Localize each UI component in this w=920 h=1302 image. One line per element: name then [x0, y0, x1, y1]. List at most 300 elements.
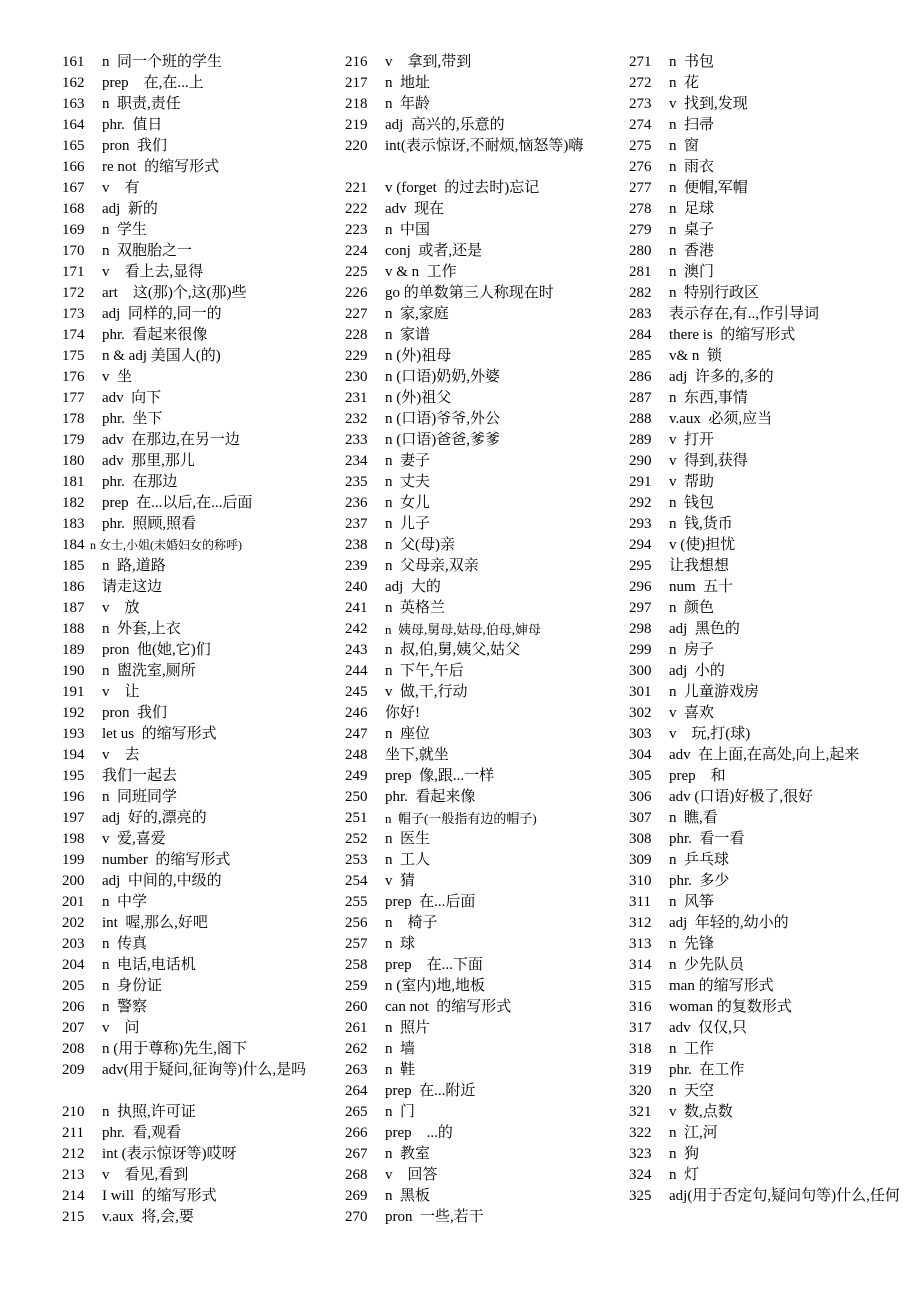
entry-number: 249	[345, 768, 368, 784]
vocab-entry	[62, 346, 334, 367]
entry-definition: n 中国	[385, 222, 431, 238]
vocab-entry	[629, 94, 909, 115]
entry-number: 271	[629, 54, 652, 70]
entry-number: 243	[345, 642, 368, 658]
vocab-entry	[629, 178, 909, 199]
vocab-entry	[629, 367, 909, 388]
vocab-entry	[62, 724, 334, 745]
entry-number: 290	[629, 453, 652, 469]
entry-number: 258	[345, 957, 368, 973]
entry-definition: prep 在,在...上	[102, 75, 204, 91]
entry-number: 215	[62, 1209, 85, 1225]
entry-definition: prep ...的	[385, 1125, 453, 1141]
entry-number: 162	[62, 75, 85, 91]
entry-number: 237	[345, 516, 368, 532]
entry-number: 221	[345, 180, 368, 196]
entry-number: 231	[345, 390, 368, 406]
entry-number: 218	[345, 96, 368, 112]
entry-number: 303	[629, 726, 652, 742]
entry-definition: art 这(那)个,这(那)些	[102, 285, 247, 301]
vocab-entry	[62, 934, 334, 955]
entry-definition: int (表示惊讶等)哎呀	[102, 1146, 237, 1162]
entry-number: 297	[629, 600, 652, 616]
entry-definition: n 家,家庭	[385, 306, 449, 322]
entry-definition: n 父母亲,双亲	[385, 558, 479, 574]
vocab-entry	[62, 472, 334, 493]
vocab-entry	[345, 808, 615, 829]
vocab-entry	[62, 493, 334, 514]
vocab-entry	[345, 556, 615, 577]
entry-definition: woman 的复数形式	[669, 999, 792, 1015]
entry-definition: 表示存在,有..,作引导词	[669, 306, 820, 322]
entry-definition: v 问	[102, 1020, 140, 1036]
entry-definition: n 钱,货币	[669, 516, 733, 532]
entry-number: 170	[62, 243, 85, 259]
vocab-entry	[62, 451, 334, 472]
entry-definition: go 的单数第三人称现在时	[385, 285, 554, 301]
entry-number: 228	[345, 327, 368, 343]
vocab-entry	[62, 1123, 334, 1144]
entry-definition: let us 的缩写形式	[102, 726, 217, 742]
entry-number: 262	[345, 1041, 368, 1057]
entry-definition: v 爱,喜爱	[102, 831, 166, 847]
entry-definition: n 工人	[385, 852, 431, 868]
entry-definition: phr. 看起来像	[385, 789, 476, 805]
entry-definition: adj(用于否定句,疑问句等)什么,任何	[669, 1188, 900, 1204]
vocab-entry	[629, 430, 909, 451]
entry-definition: n 乒乓球	[669, 852, 730, 868]
entry-definition: n 帽子(一般指有边的帽子)	[385, 811, 537, 826]
vocab-entry	[629, 934, 909, 955]
entry-definition: n 执照,许可证	[102, 1104, 196, 1120]
entry-number: 296	[629, 579, 652, 595]
vocab-entry	[629, 1102, 909, 1123]
vocab-entry	[62, 556, 334, 577]
vocab-entry	[629, 241, 909, 262]
entry-definition: n 墙	[385, 1041, 416, 1057]
vocab-entry	[62, 808, 334, 829]
entry-number: 240	[345, 579, 368, 595]
vocab-entry	[62, 619, 334, 640]
entry-definition: adj 同样的,同一的	[102, 306, 222, 322]
entry-number: 175	[62, 348, 85, 364]
vocab-entry	[629, 598, 909, 619]
vocab-entry	[629, 997, 909, 1018]
vocab-entry	[629, 157, 909, 178]
vocab-entry	[629, 283, 909, 304]
entry-definition: I will 的缩写形式	[102, 1188, 217, 1204]
entry-number: 288	[629, 411, 652, 427]
vocab-entry	[629, 745, 909, 766]
vocab-entry	[629, 325, 909, 346]
vocab-entry	[345, 619, 615, 640]
entry-definition: 你好!	[385, 705, 420, 721]
entry-definition: adv (口语)好极了,很好	[669, 789, 814, 805]
entry-number: 181	[62, 474, 85, 490]
entry-definition: v 拿到,带到	[385, 54, 472, 70]
entry-definition: adv 现在	[385, 201, 445, 217]
entry-definition: adj 新的	[102, 201, 158, 217]
entry-number: 203	[62, 936, 85, 952]
vocab-entry	[345, 1060, 615, 1081]
vocab-entry	[629, 304, 909, 325]
entry-definition: prep 在...后面	[385, 894, 476, 910]
entry-number: 233	[345, 432, 368, 448]
entry-number: 165	[62, 138, 85, 154]
entry-number: 278	[629, 201, 652, 217]
entry-number: 166	[62, 159, 85, 175]
entry-definition: n 路,道路	[102, 558, 166, 574]
entry-number: 270	[345, 1209, 368, 1225]
entry-number: 308	[629, 831, 652, 847]
entry-number: 266	[345, 1125, 368, 1141]
entry-number: 191	[62, 684, 85, 700]
entry-number: 200	[62, 873, 85, 889]
entry-number: 198	[62, 831, 85, 847]
entry-number: 206	[62, 999, 85, 1015]
entry-definition: n 照片	[385, 1020, 431, 1036]
entry-number: 238	[345, 537, 368, 553]
entry-definition: v 喜欢	[669, 705, 715, 721]
entry-number: 295	[629, 558, 652, 574]
entry-definition: n (口语)爷爷,外公	[385, 411, 500, 427]
entry-definition: n 同一个班的学生	[102, 54, 223, 70]
vocab-entry	[629, 619, 909, 640]
vocab-entry	[629, 703, 909, 724]
vocab-entry	[62, 220, 334, 241]
entry-definition: n 传真	[102, 936, 148, 952]
entry-definition: adj 大的	[385, 579, 441, 595]
entry-number: 316	[629, 999, 652, 1015]
entry-number: 321	[629, 1104, 652, 1120]
entry-number: 299	[629, 642, 652, 658]
entry-definition: v 打开	[669, 432, 715, 448]
vocab-entry	[62, 388, 334, 409]
entry-number: 217	[345, 75, 368, 91]
entry-definition: re not 的缩写形式	[102, 159, 220, 175]
entry-definition: can not 的缩写形式	[385, 999, 512, 1015]
vocab-entry	[345, 577, 615, 598]
vocabulary-column-3	[629, 52, 909, 1228]
vocab-entry	[62, 430, 334, 451]
entry-definition: prep 和	[669, 768, 726, 784]
entry-definition: n 下午,午后	[385, 663, 464, 679]
vocab-entry	[345, 1039, 615, 1060]
vocab-entry	[62, 850, 334, 871]
entry-definition: n 房子	[669, 642, 715, 658]
entry-number: 164	[62, 117, 85, 133]
entry-number: 275	[629, 138, 652, 154]
vocab-entry	[345, 1018, 615, 1039]
vocab-entry	[62, 787, 334, 808]
entry-definition: v 做,干,行动	[385, 684, 468, 700]
vocab-entry	[345, 1123, 615, 1144]
vocab-entry	[62, 1165, 334, 1186]
entry-number: 265	[345, 1104, 368, 1120]
entry-definition: n 地址	[385, 75, 431, 91]
entry-number: 322	[629, 1125, 652, 1141]
vocab-entry	[345, 409, 615, 430]
entry-number: 195	[62, 768, 85, 784]
entry-number: 194	[62, 747, 85, 763]
entry-definition: n 双胞胎之一	[102, 243, 193, 259]
vocab-entry	[62, 1060, 334, 1102]
entry-definition: n 身份证	[102, 978, 163, 994]
vocab-entry	[345, 745, 615, 766]
entry-number: 212	[62, 1146, 85, 1162]
vocab-entry	[345, 388, 615, 409]
entry-number: 174	[62, 327, 85, 343]
entry-number: 246	[345, 705, 368, 721]
entry-definition: n 先锋	[669, 936, 715, 952]
entry-number: 324	[629, 1167, 652, 1183]
entry-number: 292	[629, 495, 652, 511]
vocab-entry	[345, 724, 615, 745]
vocab-entry	[629, 661, 909, 682]
vocab-entry	[345, 1081, 615, 1102]
vocab-entry	[629, 220, 909, 241]
entry-number: 167	[62, 180, 85, 196]
vocab-entry	[345, 262, 615, 283]
vocab-entry	[629, 682, 909, 703]
entry-number: 281	[629, 264, 652, 280]
entry-definition: man 的缩写形式	[669, 978, 774, 994]
vocab-entry	[62, 976, 334, 997]
entry-number: 185	[62, 558, 85, 574]
entry-number: 202	[62, 915, 85, 931]
entry-definition: n 年龄	[385, 96, 431, 112]
entry-number: 241	[345, 600, 368, 616]
entry-definition: adj 高兴的,乐意的	[385, 117, 505, 133]
vocab-entry	[62, 1102, 334, 1123]
vocab-entry	[345, 934, 615, 955]
vocab-entry	[629, 724, 909, 745]
entry-number: 279	[629, 222, 652, 238]
vocab-entry	[345, 997, 615, 1018]
entry-definition: v 找到,发现	[669, 96, 748, 112]
entry-definition: n 花	[669, 75, 700, 91]
vocab-entry	[345, 451, 615, 472]
vocab-entry	[62, 367, 334, 388]
entry-number: 188	[62, 621, 85, 637]
entry-definition: v.aux 将,会,要	[102, 1209, 194, 1225]
entry-definition: adj 年轻的,幼小的	[669, 915, 789, 931]
entry-definition: phr. 照顾,照看	[102, 516, 197, 532]
entry-number: 319	[629, 1062, 652, 1078]
entry-number: 280	[629, 243, 652, 259]
vocab-entry	[629, 976, 909, 997]
entry-definition: n (外)祖母	[385, 348, 452, 364]
vocab-entry	[62, 178, 334, 199]
vocab-entry	[629, 493, 909, 514]
entry-definition: n 雨衣	[669, 159, 715, 175]
entry-number: 311	[629, 894, 651, 910]
vocab-entry	[345, 52, 615, 73]
entry-number: 230	[345, 369, 368, 385]
entry-definition: n 椅子	[385, 915, 438, 931]
entry-number: 252	[345, 831, 368, 847]
entry-definition: v & n 工作	[385, 264, 457, 280]
entry-number: 193	[62, 726, 85, 742]
vocab-entry	[345, 829, 615, 850]
entry-number: 284	[629, 327, 652, 343]
vocab-entry	[62, 955, 334, 976]
entry-definition: adj 小的	[669, 663, 725, 679]
entry-number: 309	[629, 852, 652, 868]
vocab-entry	[62, 1207, 334, 1228]
vocab-entry	[345, 976, 615, 997]
entry-number: 216	[345, 54, 368, 70]
entry-definition: phr. 多少	[669, 873, 730, 889]
entry-definition: phr. 坐下	[102, 411, 163, 427]
entry-number: 320	[629, 1083, 652, 1099]
entry-definition: adj 好的,漂亮的	[102, 810, 207, 826]
vocab-entry	[62, 682, 334, 703]
vocab-entry	[62, 661, 334, 682]
entry-definition: number 的缩写形式	[102, 852, 231, 868]
entry-number: 178	[62, 411, 85, 427]
entry-definition: 我们一起去	[102, 768, 178, 784]
entry-number: 169	[62, 222, 85, 238]
entry-definition: n 江,河	[669, 1125, 718, 1141]
entry-definition: n 父(母)亲	[385, 537, 455, 553]
entry-number: 171	[62, 264, 85, 280]
entry-number: 190	[62, 663, 85, 679]
entry-definition: v 去	[102, 747, 140, 763]
vocab-entry	[345, 178, 615, 199]
entry-definition: n 球	[385, 936, 416, 952]
entry-definition: n 妻子	[385, 453, 431, 469]
entry-definition: conj 或者,还是	[385, 243, 483, 259]
entry-number: 304	[629, 747, 652, 763]
entry-definition: n 鞋	[385, 1062, 416, 1078]
vocab-entry	[345, 94, 615, 115]
entry-number: 253	[345, 852, 368, 868]
vocab-entry	[629, 346, 909, 367]
entry-definition: v 看上去,显得	[102, 264, 204, 280]
vocab-entry	[629, 892, 909, 913]
entry-number: 176	[62, 369, 85, 385]
entry-number: 219	[345, 117, 368, 133]
entry-definition: n (室内)地,地板	[385, 978, 485, 994]
entry-number: 263	[345, 1062, 368, 1078]
vocab-entry	[629, 451, 909, 472]
entry-number: 277	[629, 180, 652, 196]
entry-number: 257	[345, 936, 368, 952]
entry-definition: n 桌子	[669, 222, 715, 238]
entry-number: 209	[62, 1062, 85, 1078]
entry-number: 317	[629, 1020, 652, 1036]
entry-definition: n 灯	[669, 1167, 700, 1183]
entry-definition: v 坐	[102, 369, 133, 385]
entry-definition: n 狗	[669, 1146, 700, 1162]
entry-number: 256	[345, 915, 368, 931]
entry-number: 225	[345, 264, 368, 280]
entry-definition: n 医生	[385, 831, 431, 847]
vocab-entry	[62, 703, 334, 724]
entry-number: 196	[62, 789, 85, 805]
entry-definition: phr. 看起来很像	[102, 327, 208, 343]
entry-definition: n 少先队员	[669, 957, 745, 973]
vocab-entry	[345, 304, 615, 325]
vocab-entry	[345, 115, 615, 136]
vocab-entry	[345, 514, 615, 535]
entry-number: 208	[62, 1041, 85, 1057]
entry-number: 184	[62, 537, 85, 553]
vocab-entry	[345, 325, 615, 346]
entry-definition: v 玩,打(球)	[669, 726, 751, 742]
entry-number: 172	[62, 285, 85, 301]
vocab-entry	[62, 283, 334, 304]
entry-number: 182	[62, 495, 85, 511]
entry-definition: n 女儿	[385, 495, 431, 511]
vocab-entry	[629, 535, 909, 556]
entry-number: 254	[345, 873, 368, 889]
entry-number: 192	[62, 705, 85, 721]
entry-definition: pron 他(她,它)们	[102, 642, 211, 658]
entry-number: 227	[345, 306, 368, 322]
vocab-entry	[62, 304, 334, 325]
entry-definition: adv 在上面,在高处,向上,起来	[669, 747, 860, 763]
vocab-entry	[345, 136, 615, 178]
entry-number: 210	[62, 1104, 85, 1120]
entry-number: 235	[345, 474, 368, 490]
entry-definition: v& n 锁	[669, 348, 722, 364]
entry-number: 232	[345, 411, 368, 427]
entry-definition: phr. 在工作	[669, 1062, 745, 1078]
entry-definition: n 家谱	[385, 327, 431, 343]
entry-number: 273	[629, 96, 652, 112]
entry-definition: n (外)祖父	[385, 390, 452, 406]
vocab-entry	[62, 766, 334, 787]
vocab-entry	[345, 367, 615, 388]
vocab-entry	[629, 556, 909, 577]
vocab-entry	[345, 787, 615, 808]
entry-definition: v 猜	[385, 873, 416, 889]
entry-definition: phr. 在那边	[102, 474, 178, 490]
entry-definition: n 电话,电话机	[102, 957, 196, 973]
vocab-entry	[629, 262, 909, 283]
entry-definition: n (用于尊称)先生,阁下	[102, 1041, 247, 1057]
vocab-entry	[62, 892, 334, 913]
entry-number: 168	[62, 201, 85, 217]
vocab-entry	[629, 514, 909, 535]
vocab-entry	[62, 409, 334, 430]
vocab-entry	[345, 430, 615, 451]
entry-definition: prep 在...附近	[385, 1083, 476, 1099]
entry-number: 247	[345, 726, 368, 742]
entry-definition: n 便帽,军帽	[669, 180, 748, 196]
entry-number: 183	[62, 516, 85, 532]
entry-number: 307	[629, 810, 652, 826]
vocab-entry	[62, 871, 334, 892]
entry-definition: prep 像,跟...一样	[385, 768, 495, 784]
vocab-entry	[62, 136, 334, 157]
entry-number: 261	[345, 1020, 368, 1036]
entry-definition: n 颜色	[669, 600, 715, 616]
entry-definition: adv 那里,那儿	[102, 453, 195, 469]
entry-definition: 坐下,就坐	[385, 747, 449, 763]
vocab-entry	[629, 640, 909, 661]
vocab-entry	[345, 472, 615, 493]
entry-number: 224	[345, 243, 368, 259]
entry-number: 310	[629, 873, 652, 889]
vocab-entry	[629, 787, 909, 808]
vocab-entry	[62, 157, 334, 178]
vocab-entry	[629, 955, 909, 976]
vocab-entry	[62, 745, 334, 766]
entry-definition: n 香港	[669, 243, 715, 259]
